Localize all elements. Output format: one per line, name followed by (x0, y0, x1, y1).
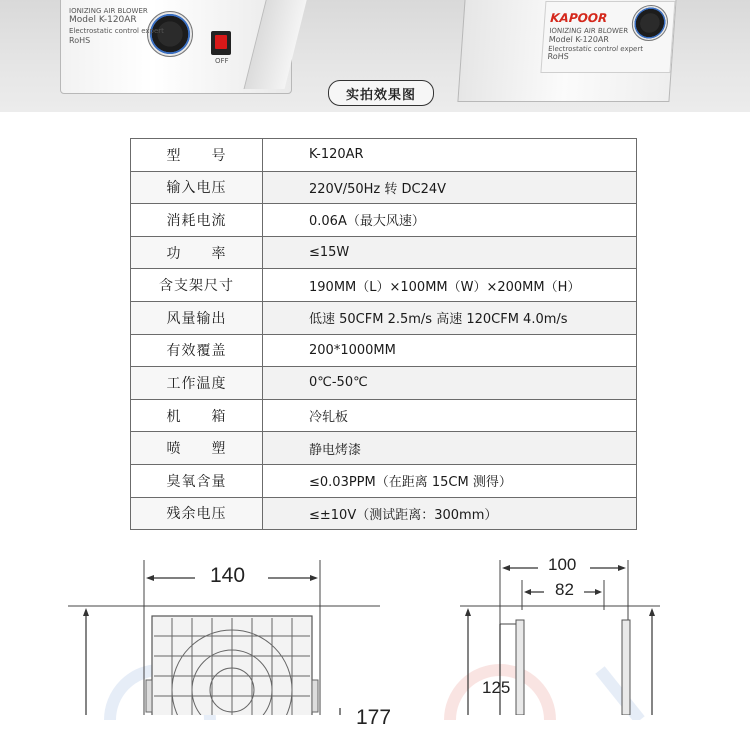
device-photo-left (60, 0, 292, 94)
spec-key: 喷 塑 (131, 432, 263, 465)
spec-value: ≤±10V（测试距离：300mm） (263, 497, 637, 530)
spec-row (131, 497, 637, 530)
spec-row (131, 139, 637, 172)
spec-key: 消耗电流 (131, 204, 263, 237)
spec-key: 残余电压 (131, 497, 263, 530)
spec-row (131, 334, 637, 367)
spec-table (130, 138, 637, 530)
spec-key: 工作温度 (131, 367, 263, 400)
dimension-lines (0, 540, 750, 715)
spec-value: 静电烤漆 (263, 432, 637, 465)
device-label-line: Model K-120AR (69, 15, 137, 25)
spec-value: 0℃-50℃ (263, 367, 637, 400)
spec-key: 有效覆盖 (131, 334, 263, 367)
spec-value: 200*1000MM (263, 334, 637, 367)
photo-caption: 实拍效果图 (328, 80, 434, 106)
spec-row (131, 269, 637, 302)
dim-side-inner-width: 82 (555, 580, 574, 599)
spec-value: K-120AR (263, 139, 637, 172)
device-label-line: IONIZING AIR BLOWER (549, 27, 629, 35)
spec-row (131, 399, 637, 432)
spec-value: 冷轧板 (263, 399, 637, 432)
spec-row (131, 204, 637, 237)
spec-key: 臭氧含量 (131, 464, 263, 497)
spec-row (131, 301, 637, 334)
spec-key: 风量输出 (131, 301, 263, 334)
spec-key: 机 箱 (131, 399, 263, 432)
device-label-line: Model K-120AR (548, 35, 610, 44)
product-photo (0, 0, 750, 112)
spec-value: 0.06A（最大风速） (263, 204, 637, 237)
spec-key: 功 率 (131, 236, 263, 269)
dim-side-width: 100 (548, 555, 577, 574)
spec-row (131, 236, 637, 269)
brand-logo: KAPOOR (549, 11, 608, 25)
spec-row (131, 464, 637, 497)
spec-value: ≤15W (263, 236, 637, 269)
spec-value: 220V/50Hz 转 DC24V (263, 171, 637, 204)
spec-row (131, 432, 637, 465)
device-label-line: Electrostatic control expert (69, 27, 164, 35)
spec-key: 输入电压 (131, 171, 263, 204)
dim-front-width: 140 (210, 564, 246, 587)
spec-row (131, 367, 637, 400)
spec-key: 型 号 (131, 139, 263, 172)
device-label-line: IONIZING AIR BLOWER (69, 7, 148, 15)
spec-value: 低速 50CFM 2.5m/s 高速 120CFM 4.0m/s (263, 301, 637, 334)
device-label-line: RoHS (547, 52, 570, 61)
dim-front-height: 177 (356, 706, 392, 729)
device-photo-right (457, 0, 678, 102)
device-label-line: RoHS (69, 36, 91, 45)
device-label-line: Electrostatic control expert (547, 45, 644, 53)
dim-side-height: 125 (482, 678, 511, 697)
spec-row (131, 171, 637, 204)
device-stand (244, 0, 312, 89)
spec-value: 190MM（L）×100MM（W）×200MM（H） (263, 269, 637, 302)
dimension-drawings (0, 540, 750, 729)
power-switch (211, 31, 231, 55)
spec-value: ≤0.03PPM（在距离 15CM 测得） (263, 464, 637, 497)
switch-off-label: OFF (215, 57, 229, 65)
spec-key: 含支架尺寸 (131, 269, 263, 302)
